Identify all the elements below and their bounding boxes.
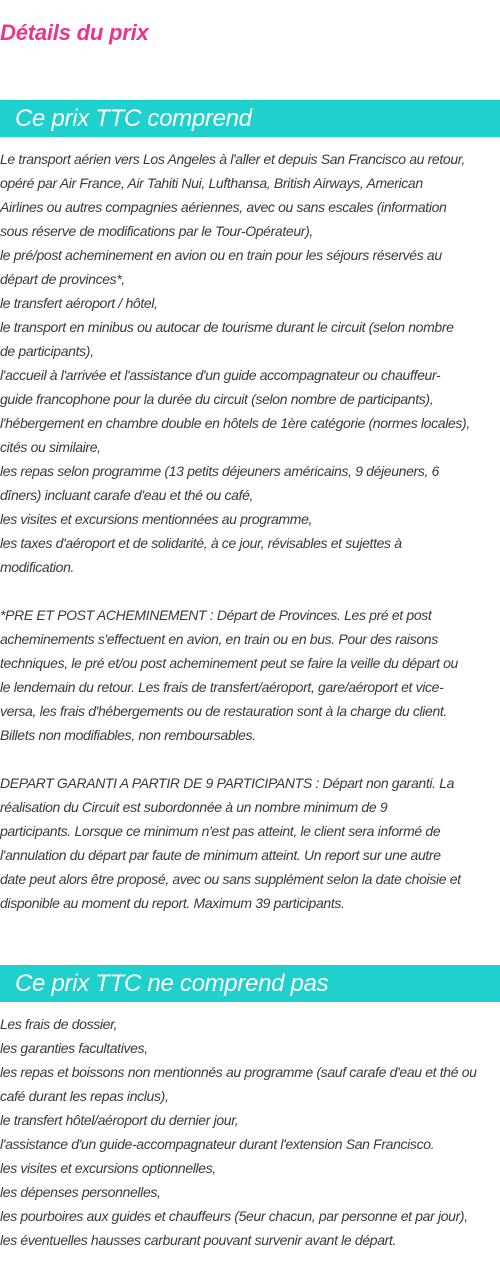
text-line: les repas selon programme (13 petits déjeuners américains, 9 déjeuners, 6 xyxy=(0,463,440,479)
text-line: départ de provinces*, xyxy=(0,271,125,287)
text-line: disponible au moment du report. Maximum 39 participants. xyxy=(0,895,345,911)
text-line: techniques, le pré et/ou post acheminement peut se faire la veille du départ ou xyxy=(0,655,458,671)
text-line: l'annulation du départ par faute de minimum atteint. Un report sur une autre xyxy=(0,847,441,863)
text-line: DEPART GARANTI A PARTIR DE 9 PARTICIPANTS : Départ non garanti. La xyxy=(0,775,455,791)
text-line: date peut alors être proposé, avec ou sans supplément selon la date choisie et xyxy=(0,871,461,887)
includes-list xyxy=(0,147,500,579)
text-line: guide francophone pour la durée du circuit (selon nombre de participants), xyxy=(0,391,434,407)
text-line: de participants), xyxy=(0,343,94,359)
includes-heading: Ce prix TTC comprend xyxy=(0,100,500,137)
text-line: l'accueil à l'arrivée et l'assistance d'un guide accompagnateur ou chauffeur- xyxy=(0,367,441,383)
text-line: participants. Lorsque ce minimum n'est pas atteint, le client sera informé de xyxy=(0,823,441,839)
text-line: les repas et boissons non mentionnés au programme (sauf carafe d'eau et thé ou xyxy=(0,1064,477,1080)
text-line: cités ou similaire, xyxy=(0,439,101,455)
text-line: le pré/post acheminement en avion ou en train pour les séjours réservés au xyxy=(0,247,442,263)
text-line: l'assistance d'un guide-accompagnateur durant l'extension San Francisco. xyxy=(0,1136,435,1152)
text-line: les taxes d'aéroport et de solidarité, à ce jour, révisables et sujettes à xyxy=(0,535,402,551)
excludes-list xyxy=(0,1012,500,1252)
text-line: dîners) incluant carafe d'eau et thé ou café, xyxy=(0,487,254,503)
text-line: opéré par Air France, Air Tahiti Nui, Lufthansa, British Airways, American xyxy=(0,175,423,191)
text-line: les pourboires aux guides et chauffeurs (5eur chacun, par personne et par jour), xyxy=(0,1208,468,1224)
text-line: les visites et excursions mentionnées au programme, xyxy=(0,511,313,527)
text-line: les dépenses personnelles, xyxy=(0,1184,161,1200)
text-line: Le transport aérien vers Los Angeles à l'aller et depuis San Francisco au retour, xyxy=(0,151,465,167)
excludes-heading: Ce prix TTC ne comprend pas xyxy=(0,965,500,1002)
text-line: versa, les frais d'hébergements ou de restauration sont à la charge du client. xyxy=(0,703,447,719)
text-line: acheminements s'effectuent en avion, en train ou en bus. Pour des raisons xyxy=(0,631,438,647)
text-line: modification. xyxy=(0,559,75,575)
text-line: Airlines ou autres compagnies aériennes, avec ou sans escales (information xyxy=(0,199,447,215)
text-line: le transfert aéroport / hôtel, xyxy=(0,295,158,311)
text-line: Billets non modifiables, non remboursables. xyxy=(0,727,256,743)
depart-garanti-note xyxy=(0,771,500,915)
text-line: le transfert hôtel/aéroport du dernier jour, xyxy=(0,1112,239,1128)
text-line: le transport en minibus ou autocar de tourisme durant le circuit (selon nombre xyxy=(0,319,454,335)
text-line: Les frais de dossier, xyxy=(0,1016,118,1032)
text-line: les garanties facultatives, xyxy=(0,1040,148,1056)
acheminement-note xyxy=(0,603,500,747)
text-line: café durant les repas inclus), xyxy=(0,1088,169,1104)
text-line: le lendemain du retour. Les frais de transfert/aéroport, gare/aéroport et vice- xyxy=(0,679,444,695)
page-title: Détails du prix xyxy=(0,20,149,45)
text-line: les visites et excursions optionnelles, xyxy=(0,1160,216,1176)
text-line: les éventuelles hausses carburant pouvant survenir avant le départ. xyxy=(0,1232,397,1248)
text-line: *PRE ET POST ACHEMINEMENT : Départ de Provinces. Les pré et post xyxy=(0,607,432,623)
text-line: réalisation du Circuit est subordonnée à un nombre minimum de 9 xyxy=(0,799,388,815)
text-line: l'hébergement en chambre double en hôtels de 1ère catégorie (normes locales), xyxy=(0,415,470,431)
text-line: sous réserve de modifications par le Tour-Opérateur), xyxy=(0,223,313,239)
